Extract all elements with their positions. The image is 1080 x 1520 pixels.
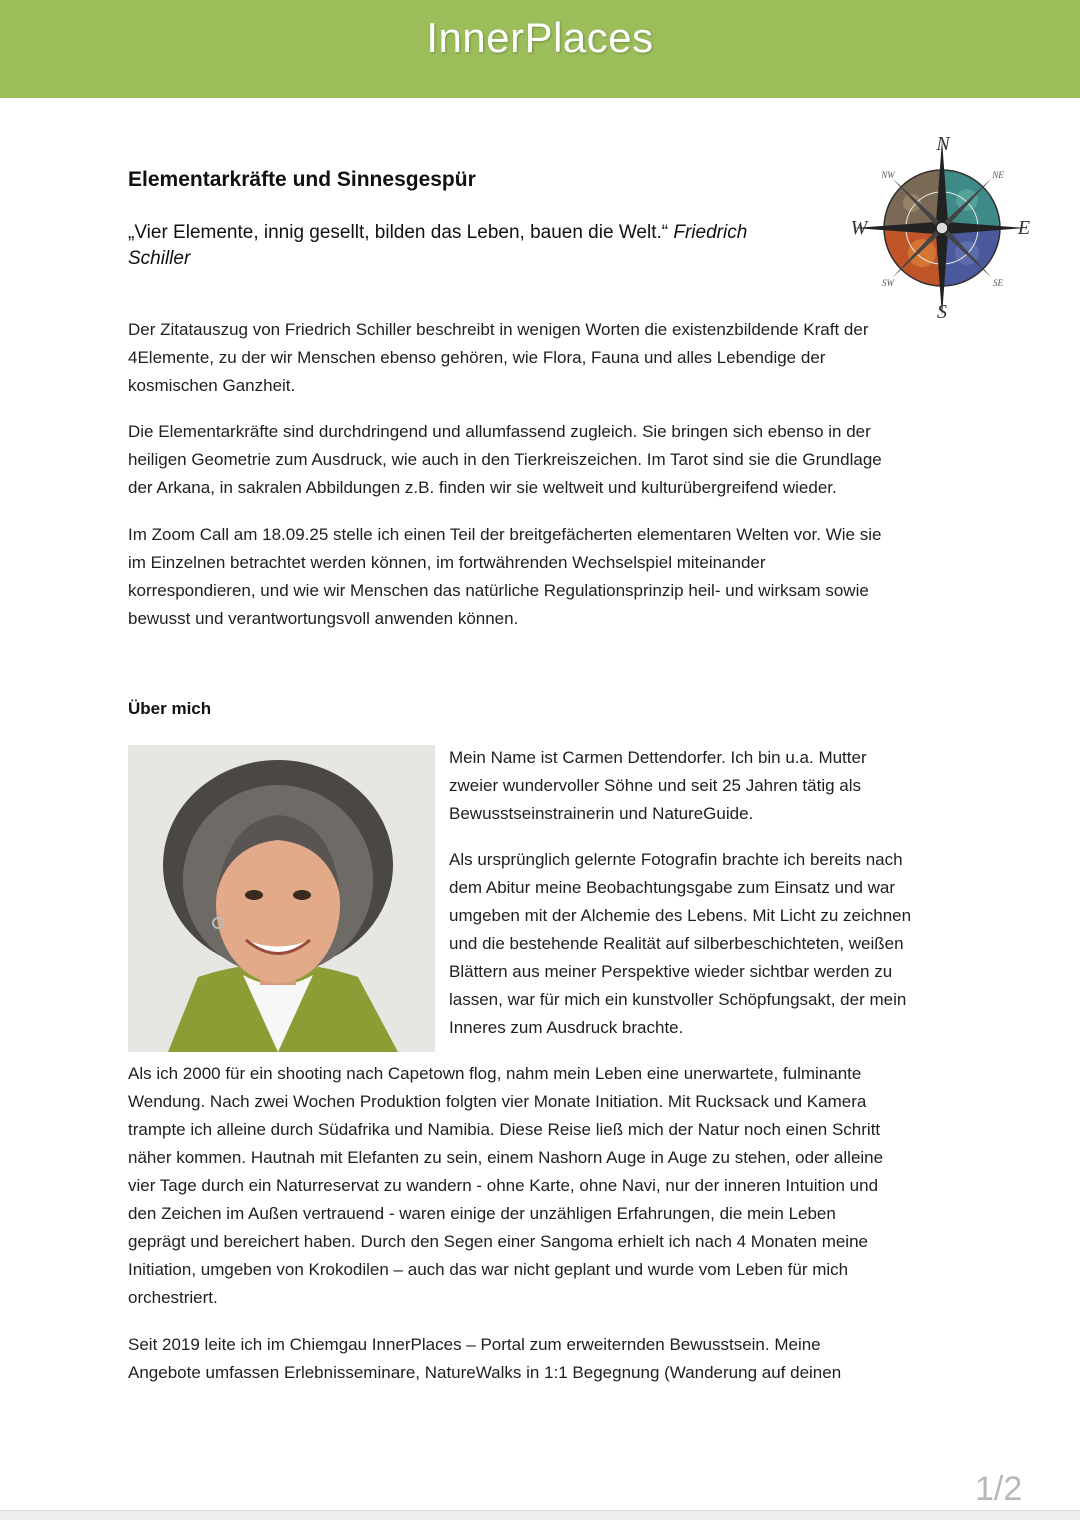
zoom-call-paragraph: Im Zoom Call am 18.09.25 stelle ich einen Teil der breitgefächerten elementaren Welten vor. Wie sie im Einzelnen betrachtet werden können, im fortwährenden Wechselspiel miteinander korrespondieren, und wie wir Menschen das natürliche Regulationsprinzip heil- und wirksam sowie bewusst und verantwortungsvoll anwenden können. [128,525,882,628]
brand-title: InnerPlaces [426,14,654,61]
capetown-paragraph: Als ich 2000 für ein shooting nach Capetown flog, nahm mein Leben eine unerwartete, fulminante Wendung. Nach zwei Wochen Produktion folgten vier Monate Initiation. Mit Rucksack und Kamera trampte ich alleine durch Südafrika und Namibia. Diese Reise ließ mich der Natur noch einen Schritt näher kommen. Hautnah mit Elefanten zu sein, einem Nashorn Auge in Auge zu stehen, oder alleine vier Tage durch ein Naturreservat zu wandern - ohne Karte, ohne Navi, nur der inneren Intuition und den Zeichen im Außen vertrauend - waren einige der unzähligen Erfahrungen, die mein Leben geprägt und bereichert haben. Durch den Segen einer Sangoma erhielt ich nach 4 Monaten meine Initiation, umgeben von Krokodilen – auch das war nicht geplant und wurde vom Leben für mich orchestriert. [128,1064,884,1307]
compass-rose-image [842,128,1037,326]
quote-text: „Vier Elemente, innig gesellt, bilden das Leben, bauen die Welt.“ [128,222,669,243]
intro-paragraph: Der Zitatauszug von Friedrich Schiller beschreibt in wenigen Worten die existenzbildende Kraft der 4Elemente, zu der wir Menschen ebenso gehören, wie Flora, Fauna und alles Lebendige der kosmischen Ganzheit. [128,320,869,395]
svg-text:SE: SE [993,278,1003,288]
elements-paragraph: Die Elementarkräfte sind durchdringend und allumfassend zugleich. Sie bringen sich ebenso in der heiligen Geometrie zum Ausdruck, wie auch in den Tierkreiszeichen. Im Tarot sind sie die Grundlage der Arkana, in sakralen Abbildungen z.B. finden wir sie weltweit und kulturübergreifend wieder. [128,422,882,497]
svg-text:N: N [936,133,950,155]
about-intro-paragraph: Mein Name ist Carmen Dettendorfer. Ich bin u.a. Mutter zweier wundervoller Söhne und seit 25 Jahren tätig als Bewusstseinstrainerin und NatureGuide. [449,748,867,823]
header-bar [0,0,1080,98]
svg-text:W: W [850,217,868,239]
schiller-quote [128,220,808,272]
page-number: 1/2 [975,1470,1023,1508]
svg-text:NW: NW [881,170,895,180]
about-heading: Über mich [128,699,212,718]
svg-text:NE: NE [992,170,1004,180]
photographer-paragraph: Als ursprünglich gelernte Fotografin brachte ich bereits nach dem Abitur meine Beobachtungsgabe zum Einsatz und war umgeben mit der Alchemie des Lebens. Mit Licht zu zeichnen und die bestehende Realität auf silberbeschichteten, weißen Blättern aus meiner Perspektive wieder sichtbar werden zu lassen, war für mich ein kunstvoller Schöpfungsakt, der mein Inneres zum Ausdruck brachte. [449,850,912,1037]
svg-text:E: E [1017,217,1031,239]
document-title: Elementarkräfte und Sinnesgespür [128,168,476,191]
portrait-photo [128,745,435,1052]
quote-author: Friedrich Schiller [128,222,748,269]
svg-text:SW: SW [882,278,894,288]
svg-text:S: S [937,301,947,323]
innerplaces-paragraph: Seit 2019 leite ich im Chiemgau InnerPlaces – Portal zum erweiternden Bewusstsein. Meine Angebote umfassen Erlebnisseminare, NatureWalks in 1:1 Begegnung (Wanderung auf deinen [128,1335,842,1382]
